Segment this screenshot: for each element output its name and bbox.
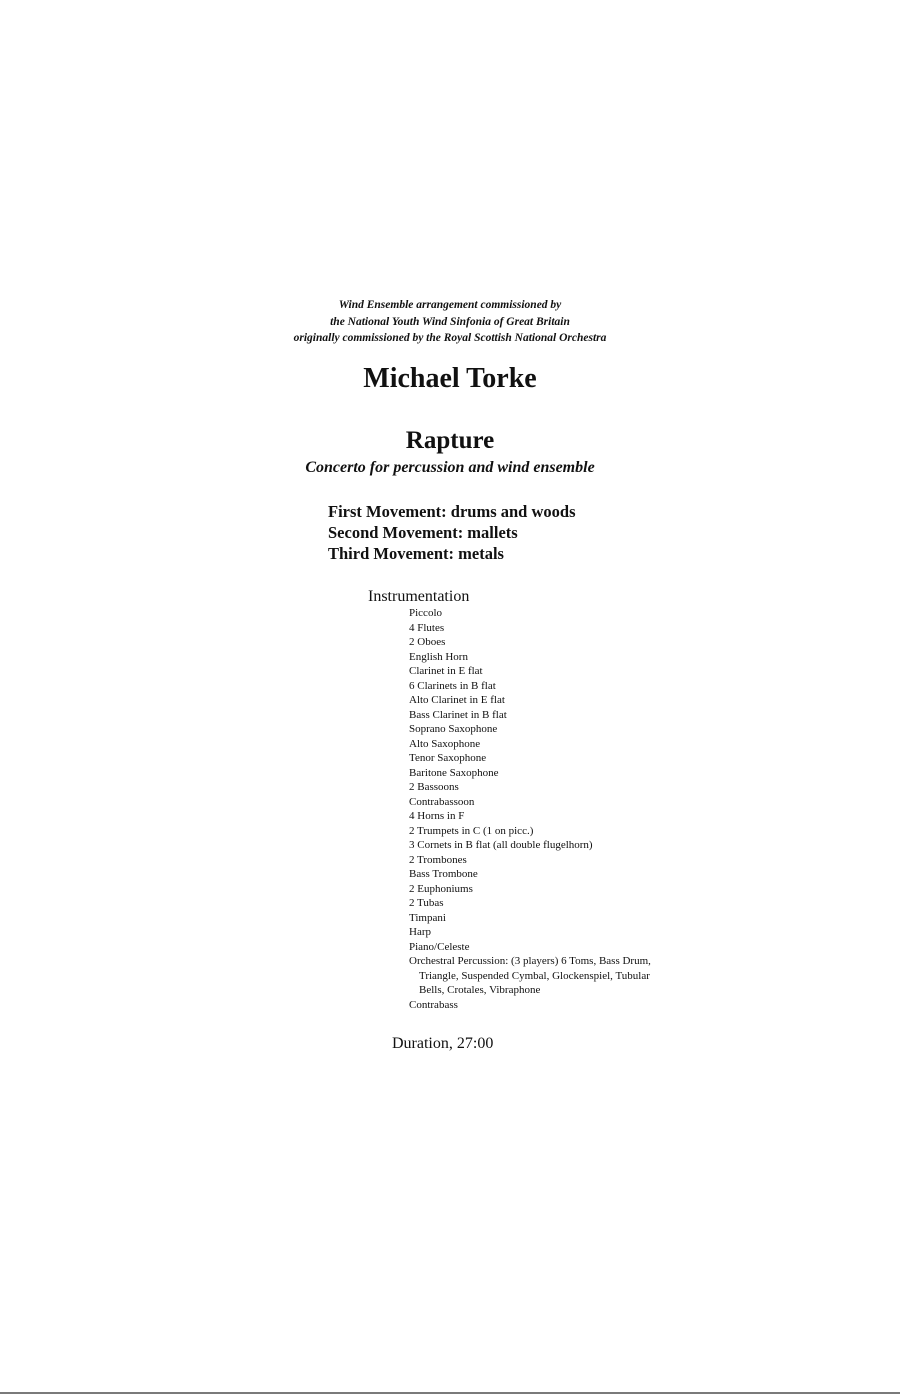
composer-name: Michael Torke <box>363 363 537 394</box>
commission-line: originally commissioned by the Royal Scottish National Orchestra <box>293 332 607 344</box>
instrumentation-heading: Instrumentation <box>368 588 470 605</box>
movement-item: First Movement: drums and woods <box>328 502 576 521</box>
instrument-item: Tenor Saxophone <box>409 752 487 764</box>
instrument-item: Timpani <box>409 911 446 924</box>
instrument-item: Bass Trombone <box>409 868 478 880</box>
instrument-item: Contrabass <box>409 998 458 1011</box>
instrumentation-list <box>409 606 651 1012</box>
duration-text: Duration, 27:00 <box>392 1035 494 1052</box>
instrument-item: 2 Tubas <box>409 897 444 909</box>
movement-list <box>328 501 576 564</box>
commission-line: Wind Ensemble arrangement commissioned by <box>338 299 562 311</box>
commission-note <box>0 297 900 347</box>
instrument-item-continued: Bells, Crotales, Vibraphone <box>419 984 541 996</box>
instrument-item: 2 Trombones <box>409 853 467 866</box>
instrument-item: 6 Clarinets in B flat <box>409 679 496 692</box>
instrument-item: Harp <box>409 926 431 938</box>
instrument-item: English Horn <box>409 650 468 663</box>
instrument-item-continued: Triangle, Suspended Cymbal, Glockenspiel, Tubular <box>419 969 650 982</box>
instrument-item: Piano/Celeste <box>409 940 470 953</box>
work-subtitle: Concerto for percussion and wind ensemble <box>305 459 595 476</box>
instrument-item: Orchestral Percussion: (3 players) 6 Toms, Bass Drum, <box>409 955 651 967</box>
instrument-item: 3 Cornets in B flat (all double flugelhorn) <box>409 839 593 851</box>
movement-item: Third Movement: metals <box>328 544 504 563</box>
instrument-item: 2 Oboes <box>409 636 446 648</box>
work-title: Rapture <box>405 427 495 454</box>
instrument-item: 2 Euphoniums <box>409 882 473 895</box>
instrument-item: Alto Saxophone <box>409 737 481 750</box>
instrument-item: 2 Bassoons <box>409 781 459 793</box>
instrument-item: 2 Trumpets in C (1 on picc.) <box>409 824 534 837</box>
commission-line: the National Youth Wind Sinfonia of Great Britain <box>330 315 570 328</box>
instrument-item: Soprano Saxophone <box>409 723 498 735</box>
instrument-item: 4 Horns in F <box>409 810 465 822</box>
instrument-item: Contrabassoon <box>409 795 475 808</box>
instrument-item: Baritone Saxophone <box>409 766 499 779</box>
instrument-item: Clarinet in E flat <box>409 665 483 677</box>
instrument-item: Piccolo <box>409 607 442 619</box>
movement-item: Second Movement: mallets <box>328 523 518 542</box>
instrument-item: Bass Clarinet in B flat <box>409 708 507 721</box>
instrument-item: Alto Clarinet in E flat <box>409 694 505 706</box>
instrument-item: 4 Flutes <box>409 621 445 634</box>
